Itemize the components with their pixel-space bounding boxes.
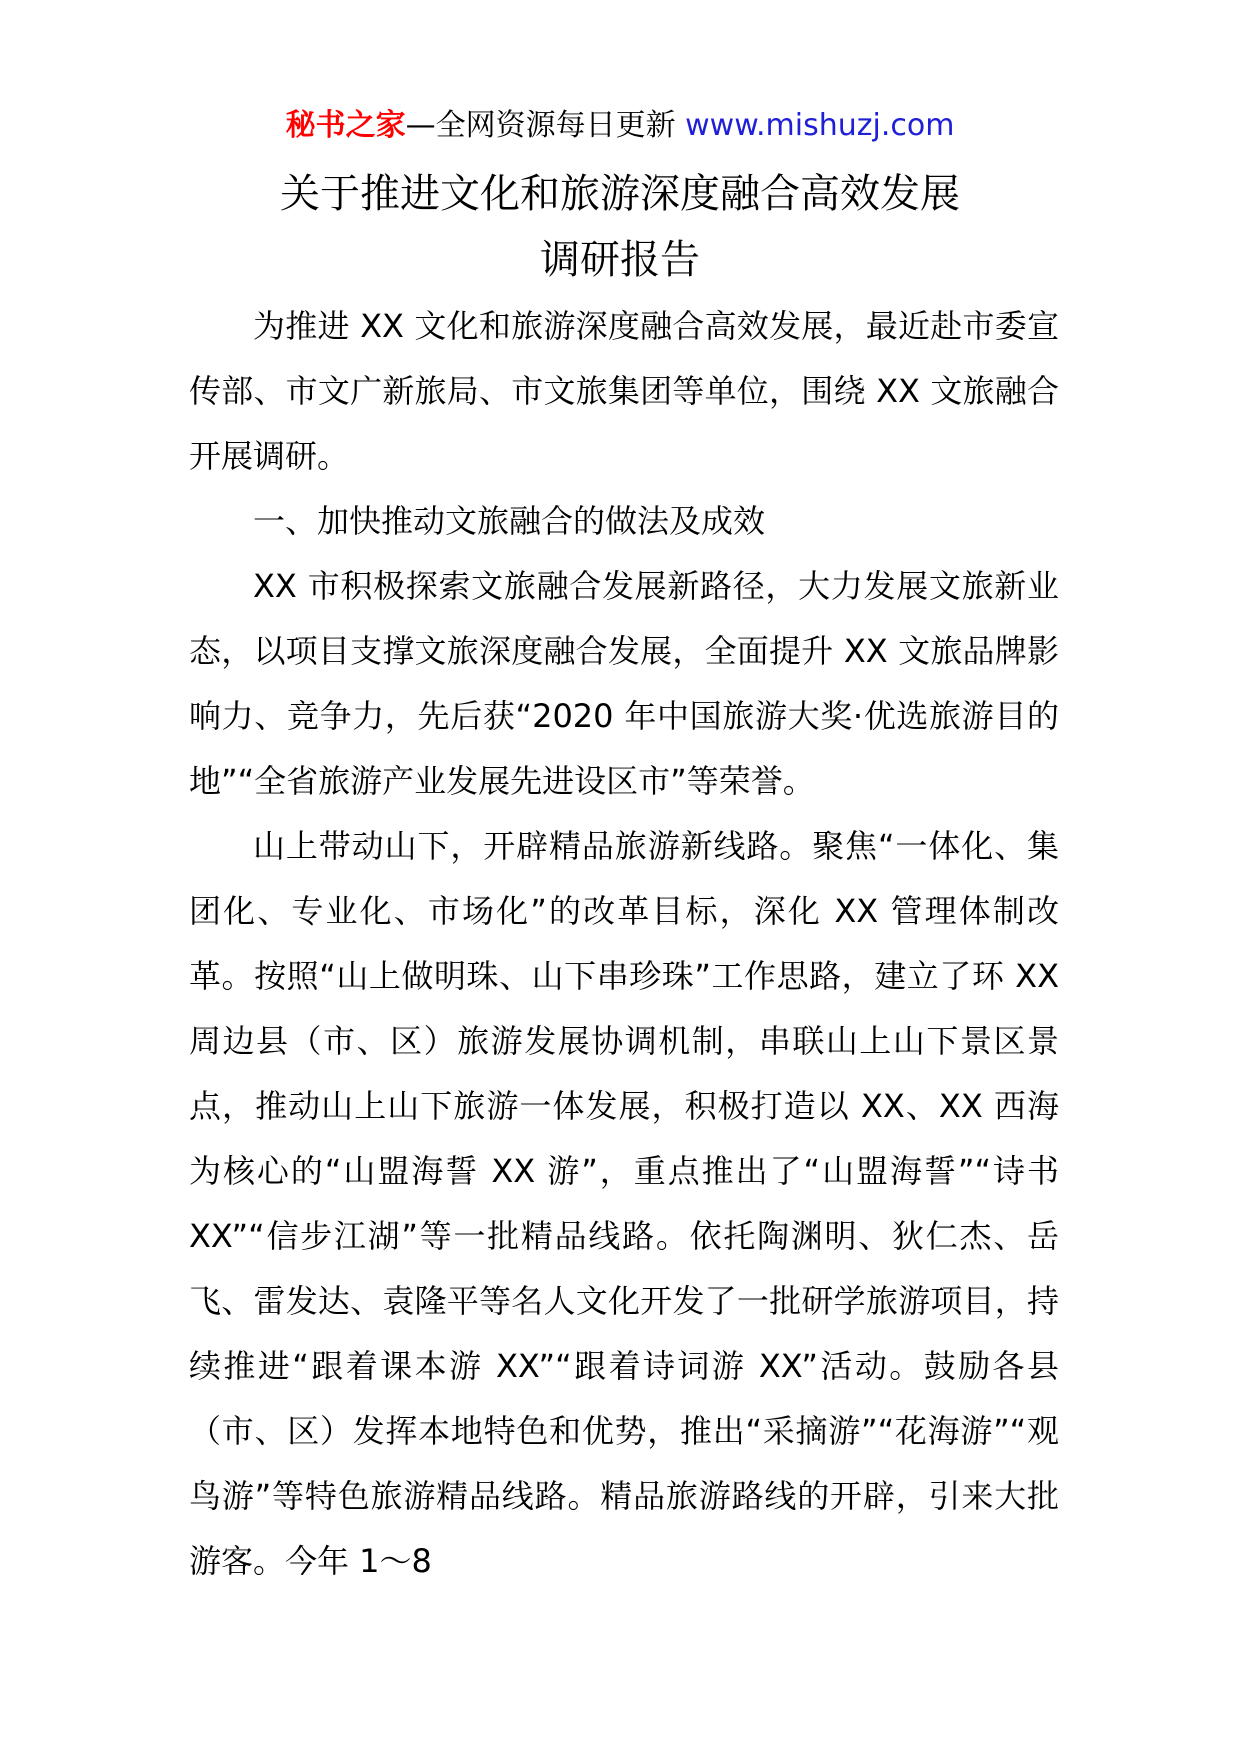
site-url[interactable]: www.mishuzj.com: [685, 108, 955, 143]
document-title-line-2: 调研报告: [540, 237, 700, 283]
body-paragraph: XX 市积极探索文旅融合发展新路径，大力发展文旅新业态，以项目支撑文旅深度融合发展，全面提升 XX 文旅品牌影响力、竞争力，先后获“2020 年中国旅游大奖·优选旅游目的地”“全省旅游产业发展先进设区市”等荣誉。: [189, 567, 1059, 800]
header-tagline: —全网资源每日更新: [405, 108, 686, 143]
intro-paragraph: 为推进 XX 文化和旅游深度融合高效发展，最近赴市委宣传部、市文广新旅局、市文旅集团等单位，围绕 XX 文旅融合开展调研。: [189, 307, 1059, 475]
brand-name: 秘书之家: [285, 108, 406, 143]
document-body: [189, 294, 1059, 1594]
site-header: [0, 98, 1240, 154]
section-heading: 一、加快推动文旅融合的做法及成效: [253, 502, 766, 540]
document-title-line-1: 关于推进文化和旅游深度融合高效发展: [280, 171, 960, 217]
body-paragraph: 山上带动山下，开辟精品旅游新线路。聚焦“一体化、集团化、专业化、市场化”的改革目标，深化 XX 管理体制改革。按照“山上做明珠、山下串珍珠”工作思路，建立了环 XX 周边县（市、区）旅游发展协调机制，串联山上山下景区景点，推动山上山下旅游一体发展，积极打造以 XX、XX 西海为核心的“山盟海誓 XX 游”，重点推出了“山盟海誓”“诗书 XX”“信步江湖”等一批精品线路。依托陶渊明、狄仁杰、岳飞、雷发达、袁隆平等名人文化开发了一批研学旅游项目，持续推进“跟着课本游 XX”“跟着诗词游 XX”活动。鼓励各县（市、区）发挥本地特色和优势，推出“采摘游”“花海游”“观鸟游”等特色旅游精品线路。精品旅游路线的开辟，引来大批游客。今年 1～8: [189, 827, 1059, 1580]
